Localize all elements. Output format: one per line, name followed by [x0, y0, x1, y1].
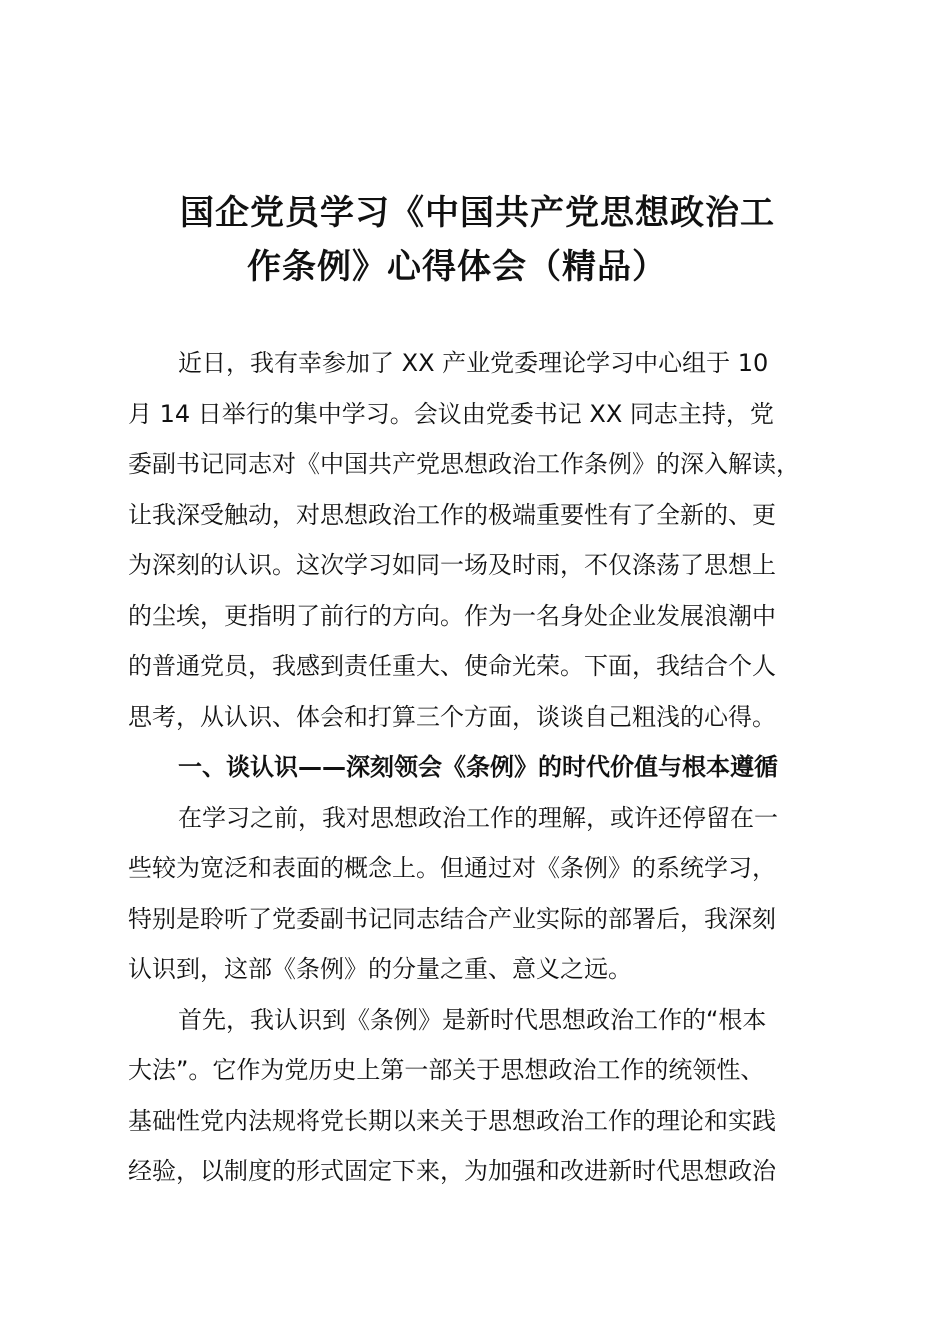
paragraph-line: 委副书记同志对《中国共产党思想政治工作条例》的深入解读， — [128, 450, 800, 478]
title-line-2: 作条例》心得体会（精品） — [247, 247, 667, 287]
paragraph-line: 月 14 日举行的集中学习。会议由党委书记 XX 同志主持，党 — [128, 399, 774, 428]
document-title — [140, 186, 860, 294]
paragraph-line: 些较为宽泛和表面的概念上。但通过对《条例》的系统学习， — [128, 854, 776, 882]
paragraph-line: 特别是聆听了党委副书记同志结合产业实际的部署后，我深刻 — [128, 904, 776, 933]
paragraph-line: 思考，从认识、体会和打算三个方面，谈谈自己粗浅的心得。 — [128, 702, 776, 731]
paragraph-line: 经验，以制度的形式固定下来，为加强和改进新时代思想政治 — [128, 1157, 776, 1185]
paragraph-line: 让我深受触动，对思想政治工作的极端重要性有了全新的、更 — [128, 500, 776, 529]
paragraph-line: 认识到，这部《条例》的分量之重、意义之远。 — [128, 955, 632, 983]
paragraph-line: 近日，我有幸参加了 XX 产业党委理论学习中心组于 10 — [178, 349, 769, 377]
paragraph-line: 首先，我认识到《条例》是新时代思想政治工作的“根本 — [178, 1005, 767, 1034]
paragraph-line: 基础性党内法规将党长期以来关于思想政治工作的理论和实践 — [128, 1106, 776, 1135]
paragraph-line: 的普通党员，我感到责任重大、使命光荣。下面，我结合个人 — [128, 652, 776, 680]
paragraph-line: 为深刻的认识。这次学习如同一场及时雨，不仅涤荡了思想上 — [128, 551, 776, 579]
document-body — [128, 338, 828, 1197]
paragraph-line: 的尘埃，更指明了前行的方向。作为一名身处企业发展浪潮中 — [128, 601, 776, 630]
title-line-1: 国企党员学习《中国共产党思想政治工 — [180, 193, 775, 233]
paragraph-line: 在学习之前，我对思想政治工作的理解，或许还停留在一 — [178, 803, 778, 832]
paragraph-line: 大法”。它作为党历史上第一部关于思想政治工作的统领性、 — [128, 1056, 765, 1084]
section-heading: 一、谈认识——深刻领会《条例》的时代价值与根本遵循 — [178, 753, 778, 781]
